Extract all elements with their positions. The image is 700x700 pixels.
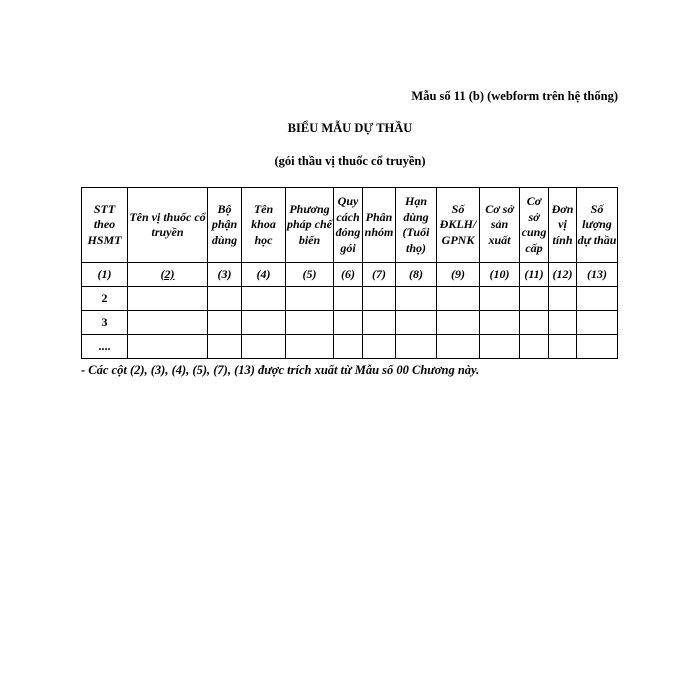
column-number: (12) bbox=[549, 263, 577, 287]
column-number: (13) bbox=[577, 263, 618, 287]
table-cell bbox=[480, 335, 520, 359]
document-subtitle: (gói thầu vị thuốc cổ truyền) bbox=[274, 154, 426, 168]
table-cell bbox=[577, 311, 618, 335]
column-number: (7) bbox=[363, 263, 396, 287]
table-cell bbox=[286, 311, 334, 335]
table-cell-stt: 2 bbox=[82, 287, 128, 311]
column-number: (8) bbox=[396, 263, 437, 287]
table-cell bbox=[437, 335, 480, 359]
table-cell bbox=[363, 335, 396, 359]
table-cell bbox=[286, 287, 334, 311]
column-number: (11) bbox=[520, 263, 549, 287]
table-cell bbox=[549, 335, 577, 359]
table-cell bbox=[286, 335, 334, 359]
column-header-part-used: Bộ phận dùng bbox=[208, 188, 242, 263]
table-cell bbox=[549, 311, 577, 335]
table-cell bbox=[128, 311, 208, 335]
table-header-row bbox=[82, 188, 618, 263]
bid-form-table bbox=[81, 187, 618, 359]
table-cell bbox=[520, 335, 549, 359]
document-title: BIỂU MẪU DỰ THẦU bbox=[287, 121, 413, 135]
table-cell bbox=[520, 287, 549, 311]
column-number: (3) bbox=[208, 263, 242, 287]
table-cell bbox=[396, 311, 437, 335]
table-cell bbox=[520, 311, 549, 335]
table-cell bbox=[396, 287, 437, 311]
table-cell bbox=[128, 335, 208, 359]
column-header-unit: Đơn vị tính bbox=[549, 188, 577, 263]
column-number: (1) bbox=[82, 263, 128, 287]
column-header-supplier: Cơ sở cung cấp bbox=[520, 188, 549, 263]
column-header-scientific-name: Tên khoa học bbox=[242, 188, 286, 263]
column-header-packaging: Quy cách đóng gói bbox=[334, 188, 363, 263]
column-header-manufacturer: Cơ sở sản xuất bbox=[480, 188, 520, 263]
table-cell bbox=[549, 287, 577, 311]
column-number: (2) bbox=[128, 263, 208, 287]
table-cell bbox=[242, 311, 286, 335]
table-cell bbox=[363, 311, 396, 335]
table-cell bbox=[208, 287, 242, 311]
column-header-bid-quantity: Số lượng dự thầu bbox=[577, 188, 618, 263]
table-cell bbox=[242, 335, 286, 359]
table-cell bbox=[437, 287, 480, 311]
column-header-processing-method: Phương pháp chế biến bbox=[286, 188, 334, 263]
table-row bbox=[82, 311, 618, 335]
table-cell bbox=[208, 335, 242, 359]
column-header-registration-number: Số ĐKLH/ GPNK bbox=[437, 188, 480, 263]
table-row bbox=[82, 335, 618, 359]
table-cell bbox=[128, 287, 208, 311]
column-header-drug-name: Tên vị thuốc cổ truyền bbox=[128, 188, 208, 263]
column-number: (9) bbox=[437, 263, 480, 287]
column-number-row bbox=[82, 263, 618, 287]
table-cell-stt: 3 bbox=[82, 311, 128, 335]
table-cell bbox=[577, 287, 618, 311]
column-header-stt: STT theo HSMT bbox=[82, 188, 128, 263]
column-number: (6) bbox=[334, 263, 363, 287]
table-cell bbox=[334, 287, 363, 311]
table-row bbox=[82, 287, 618, 311]
column-header-group: Phân nhóm bbox=[363, 188, 396, 263]
table-cell bbox=[363, 287, 396, 311]
table-cell bbox=[334, 335, 363, 359]
table-cell bbox=[208, 311, 242, 335]
column-number: (5) bbox=[286, 263, 334, 287]
table-cell bbox=[242, 287, 286, 311]
column-header-shelf-life: Hạn dùng (Tuổi thọ) bbox=[396, 188, 437, 263]
column-number: (4) bbox=[242, 263, 286, 287]
table-cell-stt: .... bbox=[82, 335, 128, 359]
table-cell bbox=[437, 311, 480, 335]
column-number: (10) bbox=[480, 263, 520, 287]
table-cell bbox=[577, 335, 618, 359]
footnote: - Các cột (2), (3), (4), (5), (7), (13) được trích xuất từ Mẫu số 00 Chương này. bbox=[81, 363, 480, 377]
table-cell bbox=[480, 311, 520, 335]
table-cell bbox=[480, 287, 520, 311]
form-number: Mẫu số 11 (b) (webform trên hệ thống) bbox=[411, 89, 618, 103]
table-cell bbox=[334, 311, 363, 335]
table-cell bbox=[396, 335, 437, 359]
